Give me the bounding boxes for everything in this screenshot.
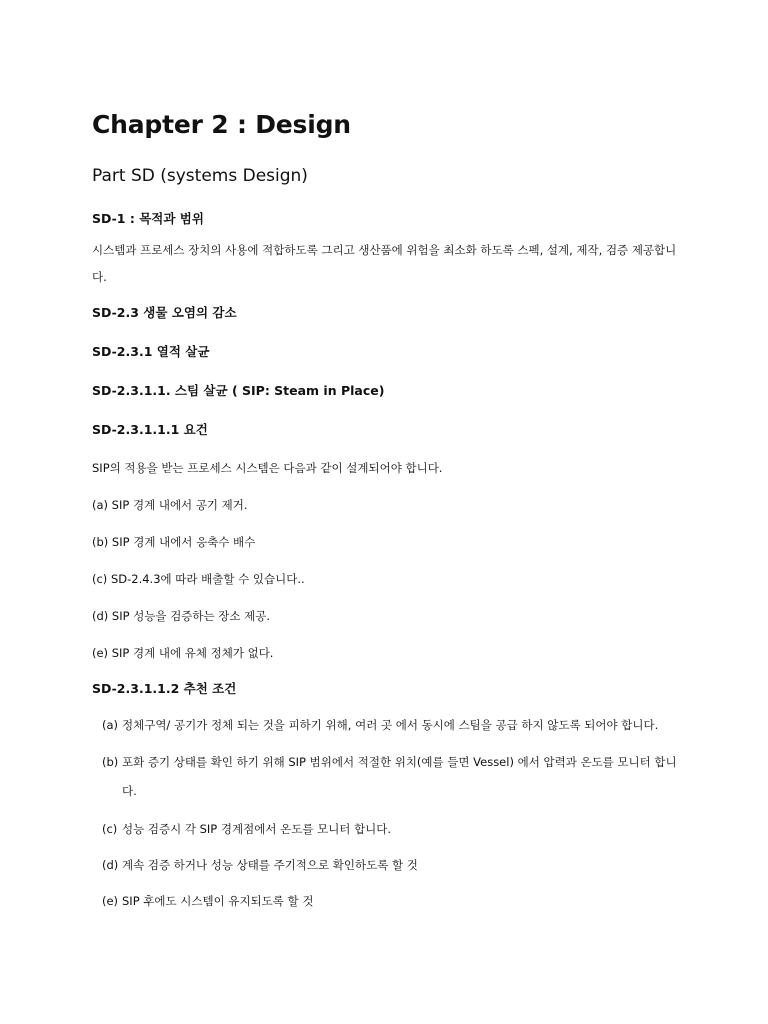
requirement-item-d: (d) SIP 성능을 검증하는 장소 제공. [92, 609, 271, 623]
sd-2-3-1-1-1-heading: SD-2.3.1.1.1 요건 [92, 422, 208, 437]
list-item-text: SIP 후에도 시스템이 유지되도록 할 것 [122, 894, 314, 908]
sd-1-text: 시스템과 프로세스 장치의 사용에 적합하도록 그리고 생산품에 위험을 최소화 하도록 스펙, 설계, 제작, 검증 제공합니다. [92, 243, 677, 284]
list-marker: (b) [102, 755, 119, 769]
part-title: Part SD (systems Design) [92, 166, 308, 186]
recommendation-item-a [92, 711, 682, 740]
requirement-item-b: (b) SIP 경계 내에서 응축수 배수 [92, 535, 256, 549]
document-content [92, 108, 682, 916]
requirement-item-c: (c) SD-2.4.3에 따라 배출할 수 있습니다.. [92, 572, 305, 586]
list-item-text: 계속 검증 하거나 성능 상태를 주기적으로 확인하도록 할 것 [122, 858, 418, 872]
requirement-item-a: (a) SIP 경계 내에서 공기 제거. [92, 498, 248, 512]
list-marker: (a) [102, 718, 119, 732]
sd-2-3-1-1-heading: SD-2.3.1.1. 스팀 살균 ( SIP: Steam in Place) [92, 383, 385, 398]
sd-2-3-1-heading: SD-2.3.1 열적 살균 [92, 344, 210, 359]
sd-2-3-1-1-1-intro: SIP의 적용을 받는 프로세스 시스템은 다음과 같이 설계되어야 합니다. [92, 461, 443, 475]
list-item-text: 포화 증기 상태를 확인 하기 위해 SIP 범위에서 적절한 위치(예를 들면 Vessel) 에서 압력과 온도를 모니터 합니다. [122, 755, 677, 798]
recommendation-list [92, 711, 682, 916]
chapter-title: Chapter 2 : Design [92, 110, 351, 139]
list-item-text: 정체구역/ 공기가 정체 되는 것을 피하기 위해, 여러 곳 에서 동시에 스팀을 공급 하지 않도록 되어야 합니다. [122, 718, 659, 732]
sd-2-3-1-1-2-heading: SD-2.3.1.1.2 추천 조건 [92, 681, 237, 696]
list-item-text: 성능 검증시 각 SIP 경계점에서 온도를 모니터 합니다. [122, 822, 392, 836]
list-marker: (e) [102, 894, 119, 908]
requirement-item-e: (e) SIP 경계 내에 유체 정체가 없다. [92, 646, 274, 660]
recommendation-item-b [92, 748, 682, 806]
recommendation-item-c [92, 815, 682, 844]
list-marker: (d) [102, 858, 119, 872]
recommendation-item-e [92, 887, 682, 916]
recommendation-item-d [92, 851, 682, 880]
list-marker: (c) [102, 822, 118, 836]
sd-2-3-heading: SD-2.3 생물 오염의 감소 [92, 305, 237, 320]
sd-1-heading: SD-1 : 목적과 범위 [92, 211, 204, 226]
